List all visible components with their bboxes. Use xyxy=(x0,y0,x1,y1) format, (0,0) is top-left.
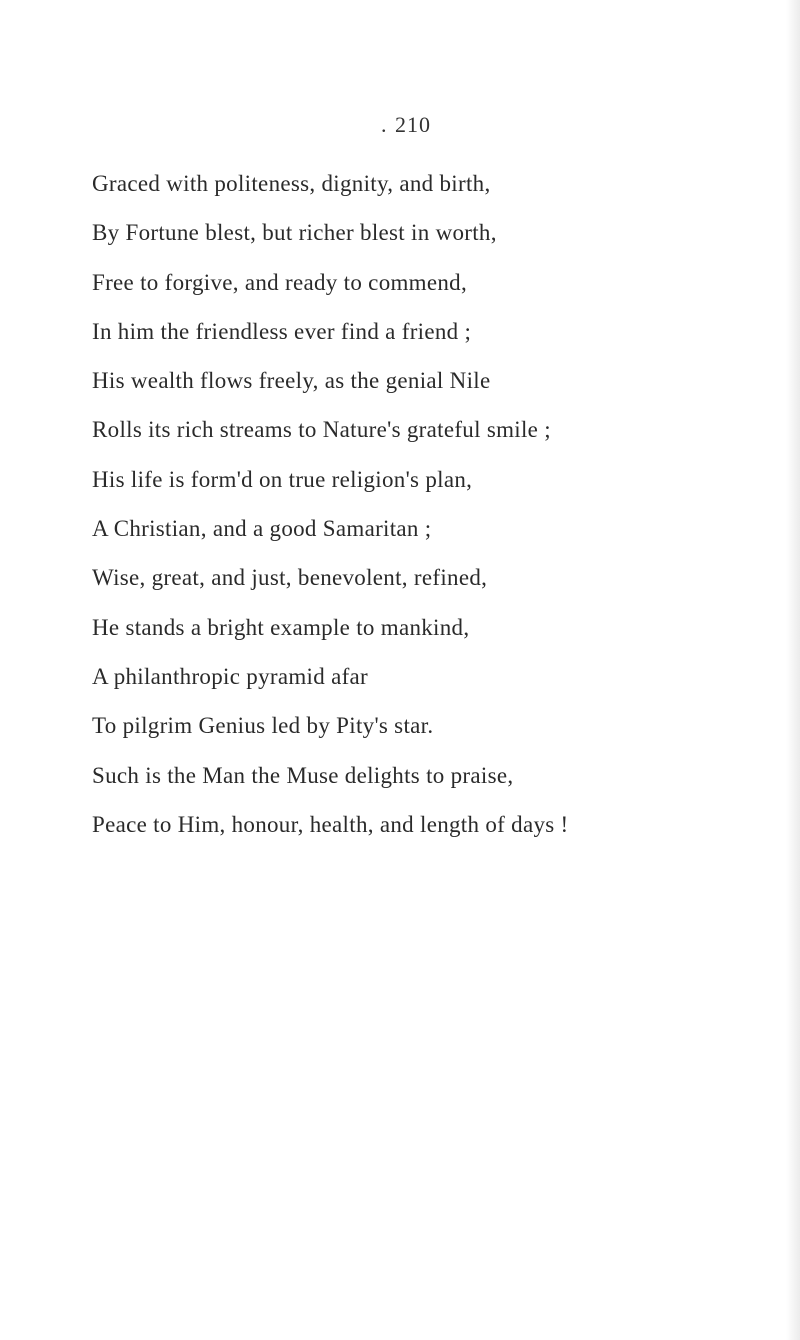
poem-line: His wealth flows freely, as the genial Nile xyxy=(92,368,491,394)
page-number: 210 xyxy=(395,112,431,137)
poem-line: He stands a bright example to mankind, xyxy=(92,614,470,640)
poem-line: Such is the Man the Muse delights to praise, xyxy=(92,762,514,788)
page-number-mark: . xyxy=(381,112,387,137)
poem-line: Wise, great, and just, benevolent, refined, xyxy=(92,565,488,591)
poem-line: A Christian, and a good Samaritan ; xyxy=(92,516,432,542)
poem-line: By Fortune blest, but richer blest in worth, xyxy=(92,220,497,246)
poem-line: Graced with politeness, dignity, and birth, xyxy=(92,171,491,196)
poem-line: Free to forgive, and ready to commend, xyxy=(92,269,468,295)
poem-line: A philanthropic pyramid afar xyxy=(92,663,369,689)
poem-text xyxy=(92,169,569,859)
page-edge-shadow xyxy=(786,0,800,1340)
poem-line: In him the friendless ever find a friend ; xyxy=(92,318,472,344)
poem-line: His life is form'd on true religion's plan, xyxy=(92,466,473,492)
poem-line: To pilgrim Genius led by Pity's star. xyxy=(92,713,434,739)
poem-line: Peace to Him, honour, health, and length of days ! xyxy=(92,811,569,837)
poem-line: Rolls its rich streams to Nature's grateful smile ; xyxy=(92,417,551,443)
